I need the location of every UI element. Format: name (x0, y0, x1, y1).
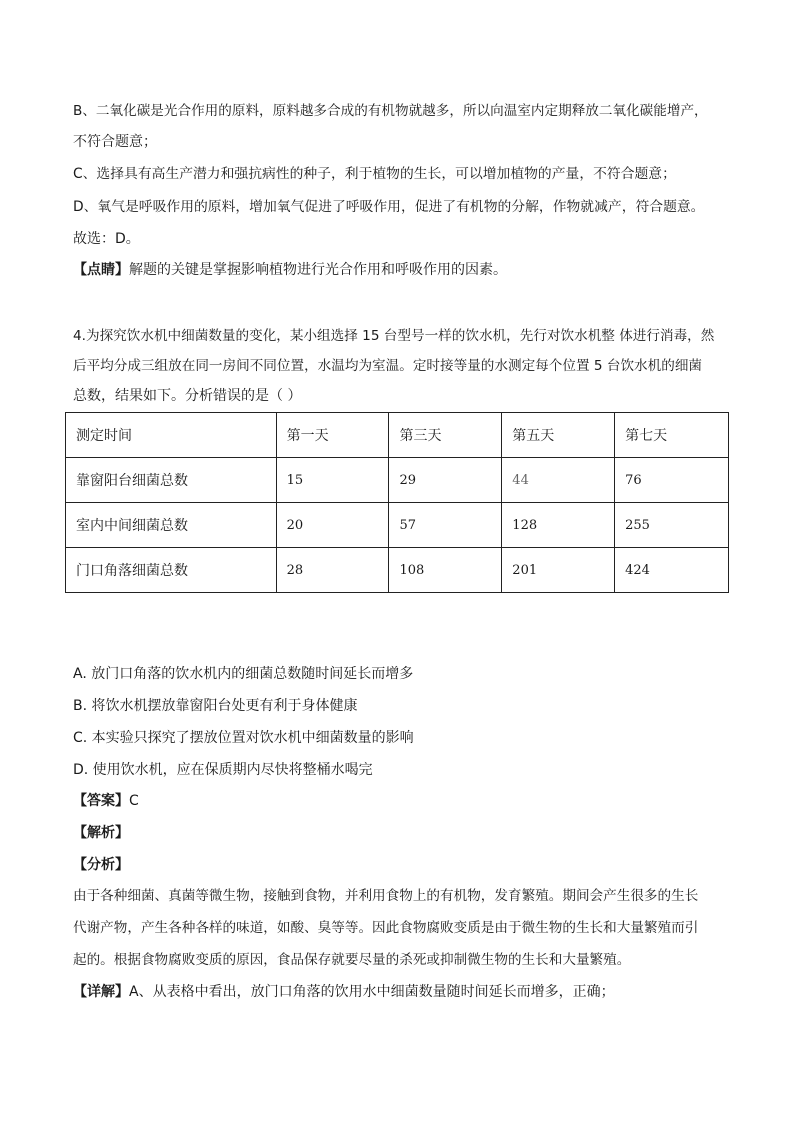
answer-tag: 【答案】 (73, 793, 129, 809)
table-cell: 20 (276, 503, 389, 548)
table-header-cell: 第一天 (276, 413, 389, 458)
option-d-explanation: D、氧气是呼吸作用的原料，增加氧气促进了呼吸作用，促进了有机物的分解，作物就减产，符合题意。 (73, 199, 705, 215)
detail-text: A、从表格中看出，放门口角落的饮用水中细菌数量随时间延长而增多，正确； (129, 984, 615, 1000)
question-line3: 总数，结果如下。分析错误的是（ ） (73, 388, 302, 404)
table-header-row (66, 413, 729, 458)
table-cell: 57 (389, 503, 502, 548)
row-label: 室内中间细菌总数 (66, 503, 277, 548)
option-d: D. 使用饮水机，应在保质期内尽快将整桶水喝完 (73, 762, 373, 778)
table-cell: 76 (615, 458, 729, 503)
question-line1: 4.为探究饮水机中细菌数量的变化，某小组选择 15 台型号一样的饮水机，先行对饮水机整 体进行消毒，然 (73, 328, 715, 344)
table-header-cell: 第七天 (615, 413, 729, 458)
question-line2: 后平均分成三组放在同一房间不同位置，水温均为室温。定时接等量的水测定每个位置 5 台饮水机的细菌 (73, 358, 703, 374)
table-cell: 201 (502, 548, 615, 593)
row-label: 靠窗阳台细菌总数 (66, 458, 277, 503)
table-row (66, 503, 729, 548)
option-c-explanation: C、选择具有高生产潜力和强抗病性的种子，利于植物的生长，可以增加植物的产量，不符合题意； (73, 166, 676, 182)
table-header-cell: 第五天 (502, 413, 615, 458)
table-cell: 29 (389, 458, 502, 503)
analysis-tag: 【解析】 (73, 825, 129, 841)
table-cell: 128 (502, 503, 615, 548)
detail-tag: 【详解】 (73, 984, 129, 1000)
option-b-explanation-line2: 不符合题意； (73, 134, 157, 150)
table-cell: 15 (276, 458, 389, 503)
bacteria-table (65, 412, 729, 593)
option-b-explanation-line1: B、二氧化碳是光合作用的原料，原料越多合成的有机物就越多，所以向温室内定期释放二氧化碳能增产， (73, 103, 708, 119)
comment-tag: 【点睛】 (73, 262, 129, 278)
answer-line (73, 791, 139, 811)
detail-line (73, 982, 615, 1002)
answer-value: C (129, 793, 139, 809)
option-c: C. 本实验只探究了摆放位置对饮水机中细菌数量的影响 (73, 730, 414, 746)
option-b: B. 将饮水机摆放靠窗阳台处更有利于身体健康 (73, 698, 358, 714)
fenxi-tag: 【分析】 (73, 857, 129, 873)
table-header-cell: 第三天 (389, 413, 502, 458)
comment-line (73, 260, 507, 280)
choice-line: 故选：D。 (73, 231, 140, 247)
table-cell: 424 (615, 548, 729, 593)
fenxi-line2: 代谢产物，产生各种各样的味道，如酸、臭等等。因此食物腐败变质是由于微生物的生长和大量繁殖而引 (73, 920, 699, 936)
fenxi-line1: 由于各种细菌、真菌等微生物，接触到食物，并利用食物上的有机物，发育繁殖。期间会产生很多的生长 (73, 888, 699, 904)
table-header-cell: 测定时间 (66, 413, 277, 458)
row-label: 门口角落细菌总数 (66, 548, 277, 593)
table-cell: 44 (502, 458, 615, 503)
table-cell: 255 (615, 503, 729, 548)
fenxi-line3: 起的。根据食物腐败变质的原因，食品保存就要尽量的杀死或抑制微生物的生长和大量繁殖。 (73, 952, 631, 968)
option-a: A. 放门口角落的饮水机内的细菌总数随时间延长而增多 (73, 666, 414, 682)
table-row (66, 548, 729, 593)
table-row (66, 458, 729, 503)
table-cell: 28 (276, 548, 389, 593)
comment-text: 解题的关键是掌握影响植物进行光合作用和呼吸作用的因素。 (129, 262, 507, 278)
table-cell: 108 (389, 548, 502, 593)
